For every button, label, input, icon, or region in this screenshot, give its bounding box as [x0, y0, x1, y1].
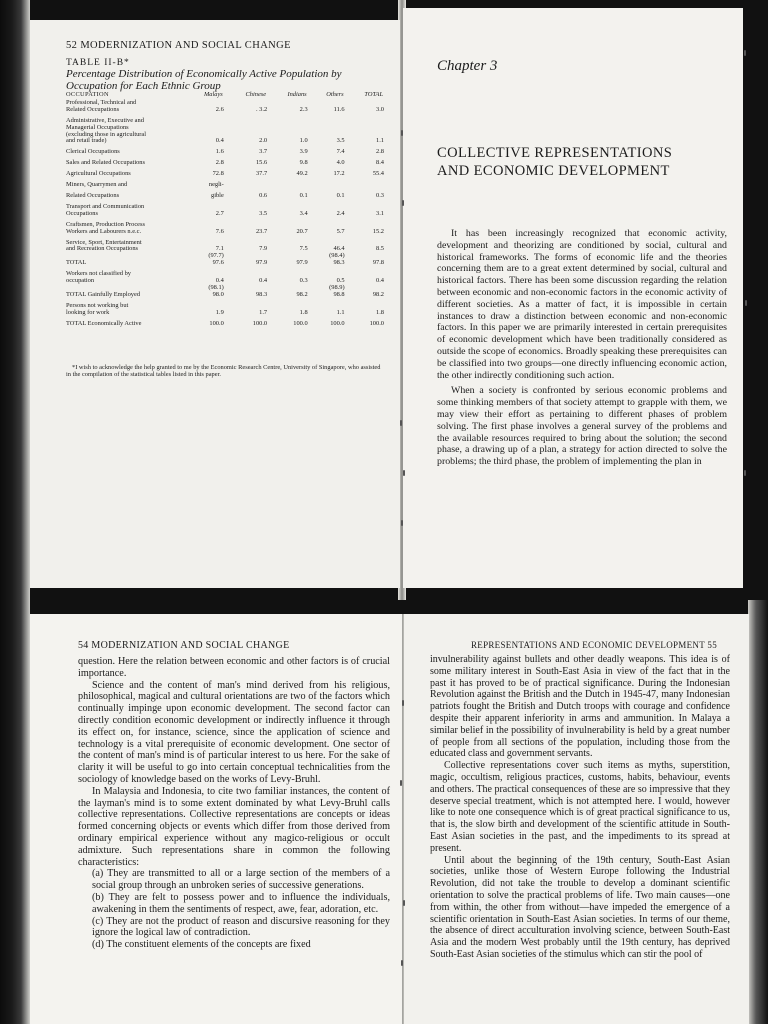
scan-speck — [400, 420, 402, 426]
occupation-table — [66, 92, 384, 327]
table-cell: . 3.2 — [255, 105, 268, 113]
chapter-title-line: COLLECTIVE REPRESENTATIONS — [437, 145, 673, 161]
table-row — [66, 229, 384, 240]
table-cell: 15.6 — [255, 159, 268, 167]
table-cell: 97.6 — [212, 259, 224, 267]
table-cell: 0.5 — [336, 277, 345, 285]
table-cell: 3.0 — [376, 105, 384, 113]
table-cell: 46.4 — [333, 245, 345, 253]
table-cell — [224, 125, 267, 132]
table-row — [66, 310, 384, 321]
table-cell: 2.3 — [299, 105, 308, 113]
row-label: Agricultural Occupations — [66, 170, 131, 178]
table-cell: 17.2 — [333, 170, 345, 178]
table-cell: 8.5 — [376, 245, 384, 253]
scan-speck — [403, 900, 405, 906]
running-header: REPRESENTATIONS AND ECONOMIC DEVELOPMENT 55 — [470, 640, 717, 650]
row-label: Administrative, Executive and — [66, 116, 144, 124]
page-53 — [403, 8, 743, 588]
table-number: TABLE II-B* — [66, 58, 130, 68]
book-spine-shadow-left — [0, 0, 30, 1024]
table-cell: 0.1 — [336, 191, 345, 199]
paragraph: It has been increasingly recognized that economic activity, development and theorizing are conditioned by social, cultural and historical frameworks. The forms of economic life and the theories concerning them are to a great extent determined by social, cultural and historical factors. There has been some discussion regarding the relation between economic and non-economic factors in the economic activity of different societies. As a matter of fact, it is impossible in certain instances to draw a distinction between economic and non-economic factors. In this paper we are primarily interested in certain prerequisites of economic development which have been traditionally considered as outside the scope of economics. Broadly speaking these prerequisites can be classified into two groups—one directly influencing economic action, the other indirectly conditioning such action. — [437, 228, 727, 381]
chapter-label: Chapter 3 — [437, 58, 498, 74]
scan-speck — [402, 700, 404, 706]
table-cell: 1.8 — [376, 308, 384, 316]
table-cell — [345, 118, 384, 125]
paragraph: Until about the beginning of the 19th century, South-East Asian societies, unlike those of Western Europe following the Industrial Revolution, did not take the trouble to develop a dominant scientific orientation to solve the practical problems of life. Two main causes—one from within, the other from without—have impeded the emergence of a scientific orientation in South-East Asian societies. In terms of our theme, the absence of direct acculturation involving science, between South-East Asia and the modern West probably until the 19th century, has deprived South-East Asian societies of the stimulus which can stir the pool of — [430, 854, 730, 960]
table-cell — [184, 125, 224, 132]
paragraph: invulnerability against bullets and other deadly weapons. This idea is of some military interest in South-East Asia in view of the fact that in the past it has proved to be of practical significance. During the Indonesian Revolution against the British and the Dutch in 1945-47, many Indonesian patriots fought the British and Dutch troops with courage and confidence despite their apparent inferiority in arms and ammunition. In Malaya a similar belief in the possibility of invulnerability is held by a great number of people from all sections of the population, including those from the educated class and government servants. — [430, 654, 730, 760]
row-label: Managerial Occupations — [66, 123, 129, 131]
row-label: Workers and Labourers n.e.c. — [66, 227, 142, 235]
table-footnote: *I wish to acknowledge the help granted to me by the Economic Research Centre, University of Singapore, who assisted in the compilation of the statistical tables listed in this paper. — [66, 364, 381, 379]
table-cell: 98.0 — [212, 290, 224, 298]
table-cell: (98.9) — [329, 283, 345, 291]
table-cell: 9.8 — [299, 159, 308, 167]
row-label: (excluding those in agricultural — [66, 130, 147, 138]
table-cell: 11.6 — [333, 105, 345, 113]
page-52 — [30, 20, 400, 588]
table-cell: 97.9 — [296, 259, 308, 267]
table-cell: 97.8 — [372, 259, 384, 267]
table-cell: 3.9 — [299, 148, 308, 156]
row-label: Occupations — [66, 209, 98, 217]
table-cell: 1.6 — [215, 148, 224, 156]
table-cell: 98.3 — [255, 290, 268, 298]
row-label: and retail trade) — [66, 137, 107, 145]
table-cell: 1.1 — [376, 137, 384, 145]
table-cell: 23.7 — [255, 227, 268, 235]
row-label: Craftsmen, Production Process — [66, 220, 145, 228]
table-cell: 1.0 — [299, 137, 308, 145]
table-cell: 7.1 — [215, 245, 224, 253]
table-cell: 0.3 — [376, 191, 384, 199]
table-cell: 3.5 — [259, 209, 268, 217]
row-label: TOTAL Economically Active — [66, 319, 142, 327]
table-cell: 3.4 — [299, 209, 308, 217]
page-body — [430, 654, 730, 961]
list-item: (d) The constituent elements of the concepts are fixed — [92, 939, 311, 951]
table-cell: 55.4 — [372, 170, 384, 178]
running-header: 52 MODERNIZATION AND SOCIAL CHANGE — [66, 40, 291, 51]
table-cell: 2.7 — [215, 209, 224, 217]
table-caption — [66, 58, 384, 92]
table-cell: 1.8 — [299, 308, 308, 316]
row-label: looking for work — [66, 308, 110, 316]
table-cell: 1.9 — [215, 308, 224, 316]
table-cell — [345, 125, 384, 132]
row-label: TOTAL — [66, 259, 87, 267]
table-cell: 7.6 — [215, 227, 224, 235]
table-cell — [308, 118, 345, 125]
scan-speck — [402, 200, 404, 206]
table-cell: 100.0 — [369, 319, 384, 327]
table-row — [66, 321, 384, 328]
table-cell: 98.3 — [333, 259, 345, 267]
table-cell: 20.7 — [296, 227, 308, 235]
scan-speck — [401, 520, 403, 526]
page-body — [78, 656, 390, 951]
chapter-title-line: AND ECONOMIC DEVELOPMENT — [437, 163, 670, 179]
table-cell: 37.7 — [255, 170, 268, 178]
table-cell: 100.0 — [252, 319, 268, 327]
row-label: Related Occupations — [66, 191, 120, 199]
table-cell: (97.7) — [208, 252, 224, 260]
row-label: Miners, Quarrymen and — [66, 181, 128, 189]
table-cell: 0.1 — [299, 191, 308, 199]
table-cell: (98.4) — [329, 252, 345, 260]
row-label: Transport and Communication — [66, 202, 145, 210]
table-cell: 98.2 — [296, 290, 308, 298]
column-header: OCCUPATION — [66, 91, 109, 98]
table-cell: 49.2 — [296, 170, 308, 178]
list-item: (c) They are not the product of reason and discursive reasoning for they ignore the logical law of contradiction. — [92, 915, 390, 939]
table-cell: 2.6 — [215, 105, 224, 113]
scan-speck — [403, 470, 405, 476]
row-label: occupation — [66, 277, 95, 285]
table-cell: 3.7 — [259, 148, 268, 156]
table-cell: 1.1 — [336, 308, 345, 316]
table-cell: 2.4 — [336, 209, 345, 217]
scan-speck — [744, 470, 746, 476]
table-cell: 0.4 — [259, 277, 268, 285]
table-cell: 0.6 — [259, 191, 268, 199]
row-label: Clerical Occupations — [66, 148, 120, 156]
table-cell: 3.5 — [336, 137, 345, 145]
chapter-body — [437, 228, 727, 472]
table-cell: gible — [211, 191, 224, 199]
row-label: Related Occupations — [66, 105, 120, 113]
scan-speck — [400, 780, 402, 786]
table-cell: 3.1 — [376, 209, 384, 217]
table-cell: (98.1) — [208, 283, 224, 291]
paragraph: In Malaysia and Indonesia, to cite two familiar instances, the content of the layman's mind is to some extent dominated by what Levy-Bruhl calls collective representations. Collective representations are concepts or ideas formed concerning objects or events which differ from those derived from ordinary empirical experience without any magico-religious or occult admixture. Such representations share in common the following characteristics: — [78, 785, 390, 868]
table-cell: 15.2 — [372, 227, 384, 235]
table-cell: 97.9 — [255, 259, 268, 267]
row-label: Persons not working but — [66, 301, 129, 309]
list-item: (b) They are felt to possess power and to influence the individuals, awakening in them the sentiments of respect, awe, fear, adoration, etc. — [92, 891, 390, 915]
table-cell: 0.4 — [215, 137, 224, 145]
table-cell — [224, 118, 267, 125]
table-cell — [308, 125, 345, 132]
page-55 — [404, 614, 749, 1024]
page-54 — [30, 614, 402, 1024]
paragraph: question. Here the relation between economic and other factors is of crucial importance. — [78, 656, 390, 679]
row-label: Sales and Related Occupations — [66, 159, 145, 167]
scan-speck — [401, 130, 403, 136]
running-header: 54 MODERNIZATION AND SOCIAL CHANGE — [78, 640, 290, 651]
table-cell: 98.8 — [333, 290, 345, 298]
table-cell: 100.0 — [293, 319, 308, 327]
paragraph: Science and the content of man's mind derived from his religious, philosophical, magical and cultural orientations are two of the factors which continually impinge upon economic development. The second factor can directly condition economic development or indirectly influence it through its effect on, for instance, science, since the application of science and technology is a vital prerequisite of economic development. One sector of the content of man's mind is of particular interest to us here. For the sake of clarity it will be useful to go into certain conceptual technicalities from the sociology of knowledge based on the works of Levy-Bruhl. — [78, 679, 390, 785]
table-title: Percentage Distribution of Economically Active Population by Occupation for Each Ethnic Group — [66, 68, 342, 92]
table-cell: 100.0 — [209, 319, 224, 327]
table-cell: 5.7 — [336, 227, 345, 235]
table-cell — [184, 118, 224, 125]
table-cell: 4.0 — [336, 159, 345, 167]
column-header: Chinese — [245, 91, 267, 98]
scan-speck — [744, 50, 746, 56]
table-cell: 0.3 — [299, 277, 308, 285]
table-cell: 72.8 — [212, 170, 224, 178]
table-cell: 7.4 — [336, 148, 345, 156]
row-label: Professional, Technical and — [66, 98, 137, 106]
row-label: and Recreation Occupations — [66, 245, 139, 253]
table-cell — [267, 118, 308, 125]
column-header: TOTAL — [364, 91, 383, 98]
table-cell: 7.9 — [259, 245, 268, 253]
book-edge-shadow-right — [748, 600, 768, 1024]
table-cell: 0.4 — [215, 277, 224, 285]
scan-speck — [745, 300, 747, 306]
row-label: TOTAL Gainfully Employed — [66, 290, 141, 298]
chapter-title — [437, 144, 727, 180]
column-header: Indians — [287, 91, 307, 98]
table-cell: negli- — [208, 181, 224, 189]
paragraph: When a society is confronted by serious economic problems and some thinking members of that society attempt to grapple with them, we may view their effort as pertaining to different phases of problem solving. The first phase involves a general survey of the problems and the available resources required to bring about the solution; the second phase, a drawing up of a plan, a strategy for action directed to solve the problems; the third phase, the problem of implementing the plan in — [437, 385, 727, 468]
table-cell: 7.5 — [299, 245, 308, 253]
row-label: Workers not classified by — [66, 270, 131, 278]
list-item: (a) They are transmitted to all or a large section of the members of a social group through an unbroken series of successive generations. — [92, 868, 390, 892]
row-label: Service, Sport, Entertainment — [66, 238, 142, 246]
column-header: Others — [326, 91, 344, 98]
table-cell: 2.8 — [376, 148, 384, 156]
table-cell: 100.0 — [330, 319, 345, 327]
table-cell: 2.0 — [259, 137, 268, 145]
table-cell: 98.2 — [372, 290, 384, 298]
table-cell: 1.7 — [259, 308, 268, 316]
column-header: Malays — [203, 91, 223, 98]
table-cell: 0.4 — [376, 277, 384, 285]
table-cell: 2.8 — [215, 159, 224, 167]
paragraph: Collective representations cover such items as myths, superstition, magic, occultism, religious practices, customs, habits, behaviour, events and others. The practical consequences of these are so impressive that they deserve special treatment, which is not attempted here. I would, however like to note one consequence which is of great practical significance to us, that is, the slow birth and development of the scientific attitude in South-East Asian societies in the past, and the impediments to its spread at present. — [430, 760, 730, 854]
table-cell — [267, 125, 308, 132]
table-cell: 8.4 — [376, 159, 384, 167]
scan-speck — [401, 960, 403, 966]
